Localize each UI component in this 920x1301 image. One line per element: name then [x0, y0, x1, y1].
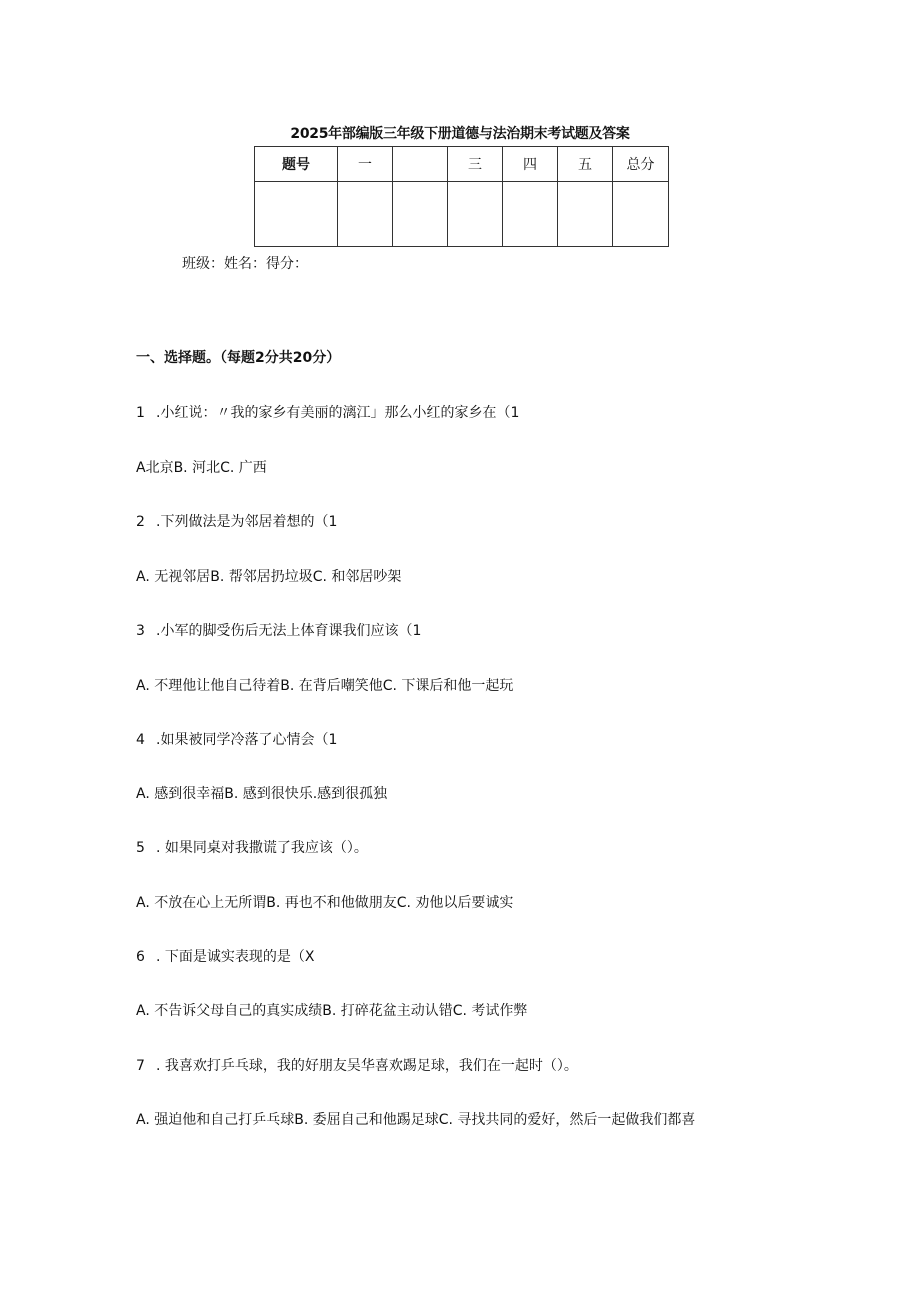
question-5	[136, 837, 368, 857]
question-number: 2	[136, 514, 145, 530]
score-header-cell	[393, 147, 448, 182]
question-number: 4	[136, 732, 145, 748]
question-3	[136, 620, 421, 640]
score-blank-cell	[503, 182, 558, 247]
question-2	[136, 511, 337, 531]
document-title: 2025年部编版三年级下册道德与法治期末考试题及答案	[290, 126, 630, 142]
question-text: . 下面是诚实表现的是（X	[156, 949, 315, 965]
question-2-options: A. 无视邻居B. 帮邻居扔垃圾C. 和邻居吵架	[136, 569, 402, 585]
question-number: 3	[136, 623, 145, 639]
question-7-options: A. 强迫他和自己打乒乓球B. 委屈自己和他踢足球C. 寻找共同的爱好，然后一起做我们都喜	[136, 1112, 696, 1128]
score-header-cell: 总分	[613, 147, 669, 182]
score-blank-cell	[338, 182, 393, 247]
score-header-cell: 题号	[255, 147, 338, 182]
score-table-blank-row	[255, 182, 669, 247]
question-number: 7	[136, 1058, 145, 1074]
question-3-options: A. 不理他让他自己待着B. 在背后嘲笑他C. 下课后和他一起玩	[136, 678, 514, 694]
score-header-cell: 五	[558, 147, 613, 182]
score-blank-cell	[558, 182, 613, 247]
score-blank-cell	[448, 182, 503, 247]
question-number: 1	[136, 405, 145, 421]
score-table-header-row	[255, 147, 669, 182]
question-1-options: A北京B. 河北C. 广西	[136, 460, 267, 476]
question-6	[136, 946, 315, 966]
question-1	[136, 402, 519, 422]
question-text: .小红说：〃我的家乡有美丽的漓江」那么小红的家乡在（1	[156, 405, 520, 421]
question-6-options: A. 不告诉父母自己的真实成绩B. 打碎花盆主动认错C. 考试作弊	[136, 1003, 528, 1019]
class-name-score-line: 班级：姓名：得分：	[182, 256, 308, 272]
question-4	[136, 729, 337, 749]
question-number: 5	[136, 840, 145, 856]
question-number: 6	[136, 949, 145, 965]
score-header-cell: 一	[338, 147, 393, 182]
question-text: .下列做法是为邻居着想的（1	[156, 514, 338, 530]
score-table	[254, 146, 669, 247]
question-7	[136, 1055, 578, 1075]
question-5-options: A. 不放在心上无所谓B. 再也不和他做朋友C. 劝他以后要诚实	[136, 895, 514, 911]
question-text: .如果被同学冷落了心情会（1	[156, 732, 338, 748]
score-header-cell: 四	[503, 147, 558, 182]
score-blank-cell	[613, 182, 669, 247]
question-text: . 我喜欢打乒乓球，我的好朋友吴华喜欢踢足球，我们在一起时（）。	[156, 1058, 578, 1074]
question-4-options: A. 感到很幸福B. 感到很快乐.感到很孤独	[136, 786, 388, 802]
question-text: . 如果同桌对我撒谎了我应该（）。	[156, 840, 368, 856]
score-header-cell: 三	[448, 147, 503, 182]
score-blank-cell	[255, 182, 338, 247]
section-title: 一、选择题。（每题2分共20分）	[136, 350, 341, 366]
question-text: .小军的脚受伤后无法上体育课我们应该（1	[156, 623, 422, 639]
score-blank-cell	[393, 182, 448, 247]
